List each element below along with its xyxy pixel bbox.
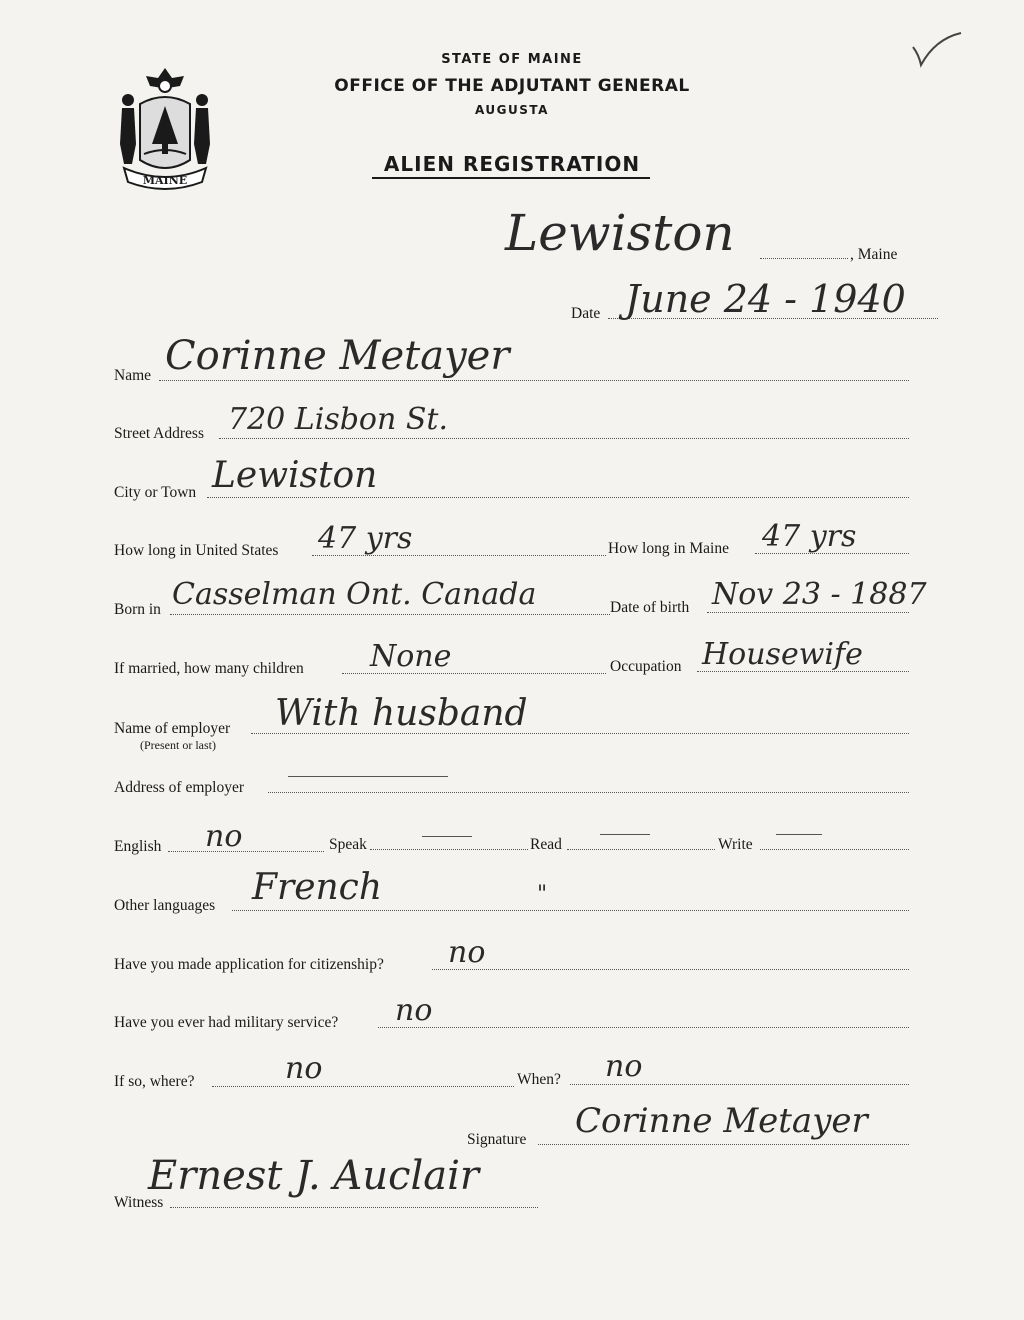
emp-addr-label: Address of employer (114, 779, 244, 796)
born-value: Casselman Ont. Canada (172, 577, 537, 612)
name-line (159, 380, 909, 381)
witness-line (170, 1207, 538, 1208)
children-label: If married, how many children (114, 660, 304, 677)
where-value: no (285, 1051, 323, 1086)
read-label: Read (530, 836, 562, 853)
speak-dash (422, 836, 472, 837)
date-label: Date (571, 305, 601, 322)
checkmark-icon (905, 25, 965, 70)
svg-text:MAINE: MAINE (142, 174, 188, 187)
maine-label: How long in Maine (608, 540, 729, 557)
employer-subtext: (Present or last) (140, 738, 216, 752)
date-value: June 24 - 1940 (625, 277, 906, 321)
title-underline (372, 177, 650, 179)
where-label: If so, where? (114, 1073, 195, 1090)
when-value: no (605, 1049, 643, 1084)
city-line (207, 497, 909, 498)
name-label: Name (114, 367, 152, 384)
speak-label: Speak (329, 836, 367, 853)
emp-addr-line (268, 792, 909, 793)
state-heading: STATE OF MAINE (441, 52, 583, 67)
dob-line (707, 612, 909, 613)
us-label: How long in United States (114, 542, 279, 559)
children-value: None (370, 639, 452, 674)
maine-value: 47 yrs (762, 519, 857, 554)
signature-line (538, 1144, 909, 1145)
where-line (212, 1086, 514, 1087)
form-title: ALIEN REGISTRATION (383, 152, 641, 176)
place-suffix: , Maine (850, 246, 898, 263)
witness-label: Witness (114, 1194, 164, 1211)
city-value: Lewiston (212, 455, 378, 496)
military-line (378, 1027, 909, 1028)
signature-label: Signature (467, 1131, 527, 1148)
other-lang-value: French (252, 867, 383, 908)
office-heading: OFFICE OF THE ADJUTANT GENERAL (334, 76, 690, 96)
english-line (168, 851, 324, 852)
dob-value: Nov 23 - 1887 (712, 577, 927, 612)
write-label: Write (718, 836, 753, 853)
military-value: no (395, 993, 433, 1028)
other-lang-line (232, 910, 909, 911)
name-value: Corinne Metayer (165, 333, 510, 379)
read-dash (600, 834, 650, 835)
city-label: City or Town (114, 484, 197, 501)
born-line (170, 614, 610, 615)
citizenship-value: no (448, 935, 486, 970)
street-value: 720 Lisbon St. (228, 402, 448, 437)
write-line (760, 849, 909, 850)
military-label: Have you ever had military service? (114, 1014, 339, 1031)
occupation-label: Occupation (610, 658, 682, 675)
signature-value: Corinne Metayer (575, 1101, 868, 1141)
city-heading: AUGUSTA (475, 103, 549, 117)
dob-label: Date of birth (610, 599, 690, 616)
citizenship-label: Have you made application for citizenship? (114, 956, 384, 973)
employer-label: Name of employer (114, 720, 231, 737)
place-line (760, 258, 848, 259)
ditto-mark: " (537, 882, 548, 907)
witness-value: Ernest J. Auclair (148, 1153, 480, 1199)
english-value: no (205, 819, 243, 854)
write-dash (776, 834, 822, 835)
citizenship-line (432, 969, 909, 970)
speak-line (370, 849, 528, 850)
read-line (567, 849, 715, 850)
employer-value: With husband (275, 693, 528, 734)
english-label: English (114, 838, 162, 855)
place-value: Lewiston (505, 204, 735, 262)
street-label: Street Address (114, 425, 204, 442)
emp-addr-dash (288, 776, 448, 777)
when-line (570, 1084, 909, 1085)
occupation-value: Housewife (702, 637, 863, 672)
when-label: When? (517, 1071, 561, 1088)
us-value: 47 yrs (318, 521, 413, 556)
born-label: Born in (114, 601, 161, 618)
other-lang-label: Other languages (114, 897, 216, 914)
street-line (219, 438, 909, 439)
